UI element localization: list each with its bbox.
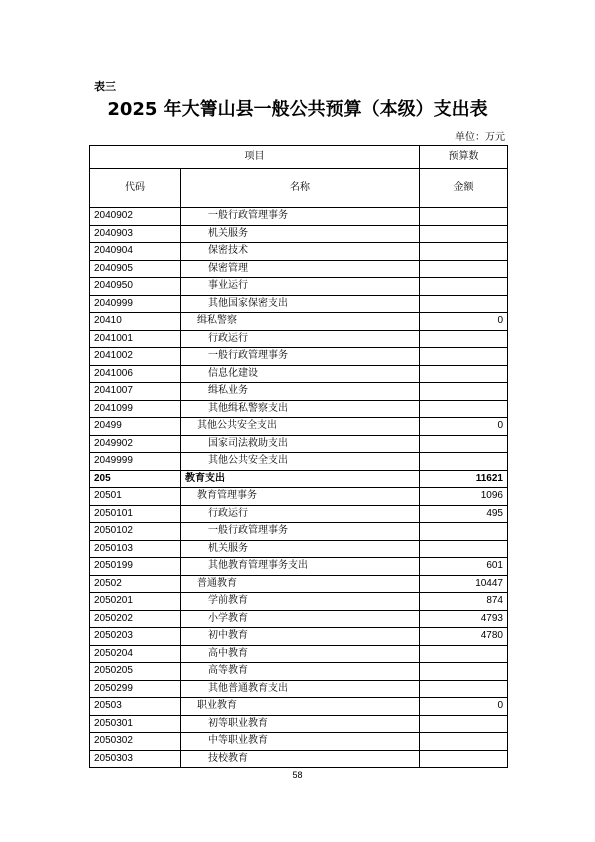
row-name: 普通教育 xyxy=(181,575,420,593)
row-name: 机关服务 xyxy=(181,540,420,558)
row-code: 20499 xyxy=(90,418,181,436)
row-code: 2040999 xyxy=(90,295,181,313)
table-row xyxy=(90,645,508,663)
row-name: 技校教育 xyxy=(181,750,420,768)
row-code: 2040950 xyxy=(90,278,181,296)
row-amount xyxy=(420,225,508,243)
row-code: 2050199 xyxy=(90,558,181,576)
row-name: 保密技术 xyxy=(181,243,420,261)
table-body xyxy=(90,208,508,768)
table-row xyxy=(90,558,508,576)
row-name: 机关服务 xyxy=(181,225,420,243)
row-code: 2040903 xyxy=(90,225,181,243)
row-amount: 0 xyxy=(420,418,508,436)
row-amount xyxy=(420,260,508,278)
table-row xyxy=(90,435,508,453)
row-amount xyxy=(420,295,508,313)
table-row xyxy=(90,698,508,716)
row-code: 2041099 xyxy=(90,400,181,418)
row-name: 保密管理 xyxy=(181,260,420,278)
table-row xyxy=(90,470,508,488)
table-row xyxy=(90,208,508,226)
table-row xyxy=(90,295,508,313)
row-amount xyxy=(420,243,508,261)
row-amount xyxy=(420,278,508,296)
row-name: 学前教育 xyxy=(181,593,420,611)
row-amount: 10447 xyxy=(420,575,508,593)
row-amount: 0 xyxy=(420,698,508,716)
row-name: 初等职业教育 xyxy=(181,715,420,733)
row-amount xyxy=(420,645,508,663)
table-row xyxy=(90,663,508,681)
header-name: 名称 xyxy=(181,169,420,208)
row-amount xyxy=(420,365,508,383)
table-row xyxy=(90,453,508,471)
unit-label: 单位：万元 xyxy=(455,132,505,143)
row-code: 2049999 xyxy=(90,453,181,471)
row-name: 教育支出 xyxy=(181,470,420,488)
row-code: 2049902 xyxy=(90,435,181,453)
table-row xyxy=(90,575,508,593)
row-name: 其他公共安全支出 xyxy=(181,453,420,471)
row-code: 20503 xyxy=(90,698,181,716)
table-row xyxy=(90,593,508,611)
budget-table xyxy=(89,145,508,768)
row-amount: 0 xyxy=(420,313,508,331)
table-tag: 表三 xyxy=(94,80,116,93)
row-amount xyxy=(420,680,508,698)
row-code: 2050204 xyxy=(90,645,181,663)
row-code: 20502 xyxy=(90,575,181,593)
row-amount xyxy=(420,523,508,541)
row-amount xyxy=(420,750,508,768)
row-amount: 1096 xyxy=(420,488,508,506)
row-name: 一般行政管理事务 xyxy=(181,208,420,226)
row-name: 缉私警察 xyxy=(181,313,420,331)
row-code: 2050103 xyxy=(90,540,181,558)
row-name: 其他国家保密支出 xyxy=(181,295,420,313)
row-amount xyxy=(420,400,508,418)
table-row xyxy=(90,243,508,261)
row-amount xyxy=(420,330,508,348)
row-amount xyxy=(420,540,508,558)
row-name: 其他缉私警察支出 xyxy=(181,400,420,418)
table-row xyxy=(90,628,508,646)
row-name: 其他普通教育支出 xyxy=(181,680,420,698)
row-code: 2050201 xyxy=(90,593,181,611)
row-amount: 4780 xyxy=(420,628,508,646)
row-amount xyxy=(420,435,508,453)
row-name: 一般行政管理事务 xyxy=(181,523,420,541)
row-amount xyxy=(420,383,508,401)
row-code: 2041006 xyxy=(90,365,181,383)
row-code: 2040905 xyxy=(90,260,181,278)
row-amount xyxy=(420,348,508,366)
row-code: 2050299 xyxy=(90,680,181,698)
row-name: 小学教育 xyxy=(181,610,420,628)
row-code: 2050203 xyxy=(90,628,181,646)
table-row xyxy=(90,365,508,383)
table-row xyxy=(90,278,508,296)
row-amount xyxy=(420,715,508,733)
header-budget: 预算数 xyxy=(420,146,508,169)
header-item: 项目 xyxy=(90,146,420,169)
row-code: 2050303 xyxy=(90,750,181,768)
row-name: 职业教育 xyxy=(181,698,420,716)
row-amount: 4793 xyxy=(420,610,508,628)
table-row xyxy=(90,418,508,436)
row-code: 20501 xyxy=(90,488,181,506)
table-row xyxy=(90,225,508,243)
table-row xyxy=(90,260,508,278)
row-code: 2050301 xyxy=(90,715,181,733)
row-name: 高中教育 xyxy=(181,645,420,663)
row-code: 205 xyxy=(90,470,181,488)
page-number: 58 xyxy=(292,770,303,780)
row-name: 缉私业务 xyxy=(181,383,420,401)
row-amount: 11621 xyxy=(420,470,508,488)
row-code: 2041001 xyxy=(90,330,181,348)
row-code: 2041002 xyxy=(90,348,181,366)
table-row xyxy=(90,540,508,558)
row-amount xyxy=(420,733,508,751)
table-row xyxy=(90,680,508,698)
row-amount xyxy=(420,453,508,471)
table-row xyxy=(90,400,508,418)
row-amount xyxy=(420,208,508,226)
row-code: 2050101 xyxy=(90,505,181,523)
row-amount: 601 xyxy=(420,558,508,576)
row-code: 2050102 xyxy=(90,523,181,541)
row-code: 2040902 xyxy=(90,208,181,226)
row-code: 2041007 xyxy=(90,383,181,401)
table-row xyxy=(90,750,508,768)
row-name: 信息化建设 xyxy=(181,365,420,383)
table-row xyxy=(90,715,508,733)
table-row xyxy=(90,610,508,628)
table-row xyxy=(90,488,508,506)
table-row xyxy=(90,348,508,366)
row-code: 2040904 xyxy=(90,243,181,261)
table-row xyxy=(90,313,508,331)
row-code: 20410 xyxy=(90,313,181,331)
row-name: 教育管理事务 xyxy=(181,488,420,506)
row-name: 国家司法救助支出 xyxy=(181,435,420,453)
row-amount: 495 xyxy=(420,505,508,523)
row-name: 初中教育 xyxy=(181,628,420,646)
table-row xyxy=(90,383,508,401)
row-name: 行政运行 xyxy=(181,330,420,348)
row-name: 中等职业教育 xyxy=(181,733,420,751)
header-amount: 金额 xyxy=(420,169,508,208)
row-amount xyxy=(420,663,508,681)
row-code: 2050202 xyxy=(90,610,181,628)
row-code: 2050205 xyxy=(90,663,181,681)
row-name: 其他公共安全支出 xyxy=(181,418,420,436)
row-name: 高等教育 xyxy=(181,663,420,681)
row-amount: 874 xyxy=(420,593,508,611)
row-name: 一般行政管理事务 xyxy=(181,348,420,366)
row-name: 行政运行 xyxy=(181,505,420,523)
row-name: 事业运行 xyxy=(181,278,420,296)
row-code: 2050302 xyxy=(90,733,181,751)
table-row xyxy=(90,330,508,348)
header-code: 代码 xyxy=(90,169,181,208)
row-name: 其他教育管理事务支出 xyxy=(181,558,420,576)
table-row xyxy=(90,523,508,541)
table-row xyxy=(90,505,508,523)
table-row xyxy=(90,733,508,751)
page-title: 2025 年大箐山县一般公共预算（本级）支出表 xyxy=(107,99,488,120)
